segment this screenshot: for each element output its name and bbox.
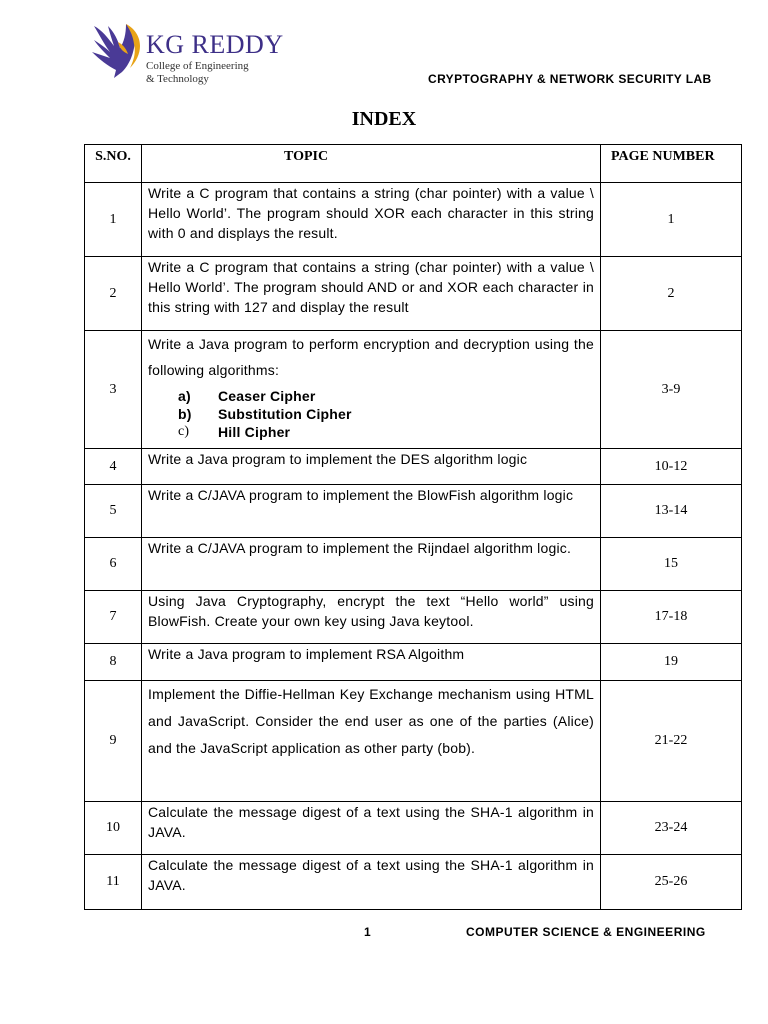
row-topic: Calculate the message digest of a text using the SHA-1 algorithm in JAVA. [142,855,601,910]
row-page: 2 [601,257,742,331]
header-page-number: PAGE NUMBER [601,145,742,183]
row-page: 3-9 [601,331,742,449]
page-title: INDEX [351,108,417,130]
row-topic: Write a C/JAVA program to implement the BlowFish algorithm logic [142,485,601,538]
row-topic: Write a C/JAVA program to implement the Rijndael algorithm logic. [142,538,601,591]
logo-name: KG REDDY [146,30,284,59]
row-topic: Write a Java program to implement RSA Algoithm [142,644,601,681]
table-row [85,681,742,802]
row-page: 17-18 [601,591,742,644]
row-sno: 7 [85,591,142,644]
row-sno: 3 [85,331,142,449]
logo-subtitle-line2: & Technology [146,73,209,85]
row-topic: Using Java Cryptography, encrypt the text “Hello world” using BlowFish. Create your own key using Java keytool. [142,591,601,644]
table-row [85,538,742,591]
row-topic: Write a C program that contains a string (char pointer) with a value \ Hello World’. The program should XOR each character in this string with 0 and displays the result. [142,183,601,257]
algorithm-list [148,387,594,441]
logo-subtitle-line1: College of Engineering [146,60,249,72]
row-sno: 1 [85,183,142,257]
row-page: 23-24 [601,802,742,855]
row-topic: Calculate the message digest of a text using the SHA-1 algorithm in JAVA. [142,802,601,855]
footer-department: COMPUTER SCIENCE & ENGINEERING [466,925,706,939]
table-row [85,802,742,855]
table-row [85,591,742,644]
algorithm-item: c) Hill Cipher [178,424,291,440]
table-row [85,183,742,257]
header-sno: S.NO. [85,145,142,183]
index-table [84,144,742,910]
table-row [85,485,742,538]
row-sno: 2 [85,257,142,331]
table-row [85,855,742,910]
row-page: 19 [601,644,742,681]
row-topic: Implement the Diffie-Hellman Key Exchange mechanism using HTML and JavaScript. Consider the end user as one of the parties (Alice) and the JavaScript application as other party (bob). [142,681,601,802]
table-row [85,449,742,485]
row-sno: 4 [85,449,142,485]
algorithm-item: b) Substitution Cipher [178,406,352,422]
row-sno: 8 [85,644,142,681]
row-page: 15 [601,538,742,591]
row-sno: 9 [85,681,142,802]
row-sno: 11 [85,855,142,910]
row-page: 10-12 [601,449,742,485]
footer-page-number: 1 [364,925,371,939]
table-row [85,331,742,449]
row-topic: Write a Java program to perform encryption and decryption using the following algorithms: [148,336,594,378]
row-sno: 5 [85,485,142,538]
row-topic-cell [142,331,601,449]
row-sno: 10 [85,802,142,855]
row-page: 21-22 [601,681,742,802]
row-topic: Write a C program that contains a string (char pointer) with a value \ Hello World’. The program should AND or and XOR each character in this string with 127 and display the result [142,257,601,331]
row-page: 25-26 [601,855,742,910]
lab-title: CRYPTOGRAPHY & NETWORK SECURITY LAB [428,72,712,86]
algorithm-item: a) Ceaser Cipher [178,388,316,404]
table-row [85,644,742,681]
college-logo [88,22,284,85]
eagle-icon [88,22,144,80]
row-page: 13-14 [601,485,742,538]
table-header-row [85,145,742,183]
row-topic: Write a Java program to implement the DES algorithm logic [142,449,601,485]
row-sno: 6 [85,538,142,591]
row-page: 1 [601,183,742,257]
table-row [85,257,742,331]
header-topic: TOPIC [142,145,601,183]
